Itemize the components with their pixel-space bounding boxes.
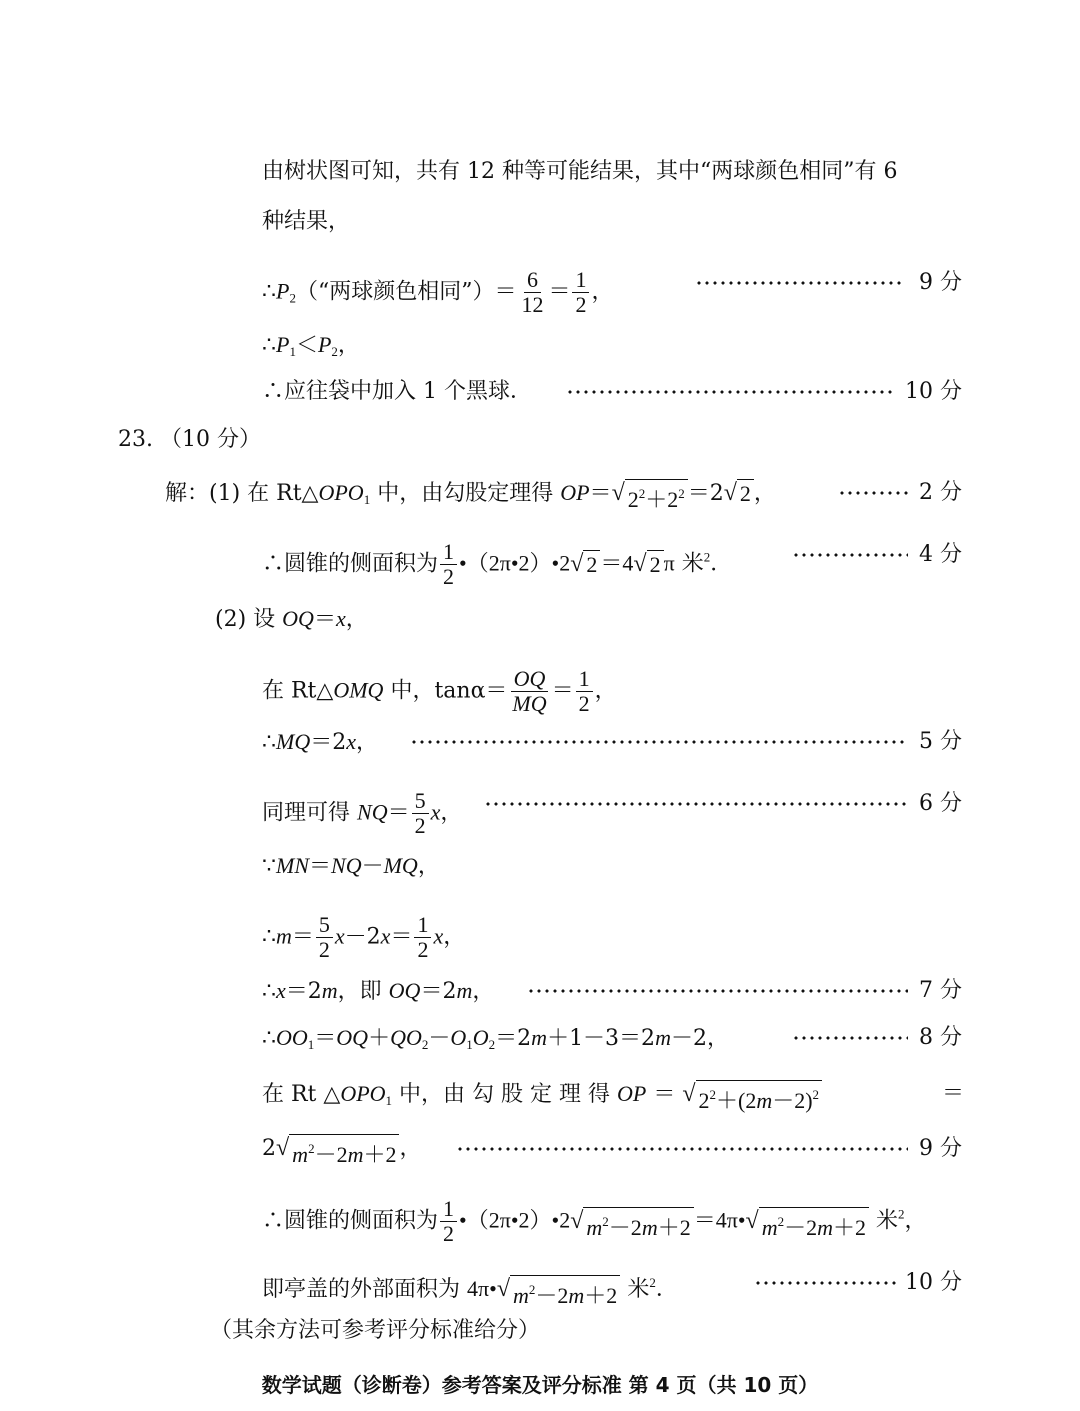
leader-dots bbox=[410, 727, 908, 757]
leader-dots bbox=[792, 540, 908, 570]
equation-compare: $\therefore P_1<P_2$， bbox=[262, 332, 360, 359]
leader-dots bbox=[527, 976, 908, 1006]
equation-p2: $\therefore P_2(“$两球颜色相同”）＝ $\frac{6}{12}$ ＝ $\frac{1}{2}$ ， bbox=[262, 267, 614, 317]
score-label: 9 分 bbox=[919, 270, 962, 295]
leader-dots bbox=[456, 1134, 908, 1164]
leader-dots bbox=[566, 377, 896, 407]
equation-nq: 同理可得 NQ＝ $\frac{5}{2}$ x， bbox=[262, 788, 463, 838]
leader-dots bbox=[754, 1268, 896, 1298]
equation-oq: (2) 设 OQ＝x， bbox=[215, 606, 368, 632]
text-line: 由树状图可知，共有 12 种等可能结果，其中“两球颜色相同”有 6 bbox=[262, 159, 898, 184]
leader-dots bbox=[484, 789, 908, 819]
equation-op-result: 2 √ $m^2-2m+2$ ， bbox=[262, 1135, 422, 1167]
note-text: （其余方法可参考评分标准给分） bbox=[210, 1318, 541, 1343]
equation-x: ∴x＝2m，即 OQ＝2m， bbox=[262, 978, 495, 1004]
score-label: 8 分 bbox=[919, 1025, 962, 1050]
score-label: 10 分 bbox=[905, 1270, 962, 1295]
score-label: 7 分 bbox=[919, 978, 962, 1003]
score-label: 2 分 bbox=[919, 480, 962, 505]
equals-sign: ＝ bbox=[942, 1081, 965, 1106]
equation-oo1: $\therefore OO_1=OQ+QO_2-O_1O_2=2m+1-3=2m-2$， bbox=[262, 1025, 729, 1052]
equation-tan: 在 Rt△OMQ 中，tanα＝ $\frac{OQ}{MQ}$ ＝ $\frac{1}{2}$ ， bbox=[262, 666, 617, 716]
equation-cone-2: ∴圆锥的侧面积为 $\frac{1}{2}$ •（2π•2）•2 √ $m^2-2m+2$ ＝4π• √ $m^2-2m+2$ 米$^2$， bbox=[262, 1196, 927, 1246]
score-label: 4 分 bbox=[919, 542, 962, 567]
leader-dots bbox=[838, 478, 908, 508]
question-number: 23. （10 分） bbox=[118, 427, 261, 452]
score-label: 6 分 bbox=[919, 791, 962, 816]
equation-mn: ∵MN＝NQ－MQ， bbox=[262, 853, 440, 879]
equation-cone-1: ∴圆锥的侧面积为 $\frac{1}{2}$ •（2π•2）•2 √ 2 ＝4 √ 2 π 米$^2$． bbox=[262, 539, 733, 589]
equation-m: ∴m＝ $\frac{5}{2}$ x－2x＝ $\frac{1}{2}$ x， bbox=[262, 912, 466, 962]
text-line: 种结果， bbox=[262, 209, 351, 234]
equation-op: 解：(1) 在 $Rt\triangle OPO_1$ 中，由勾股定理得 OP＝ √ $2^2+2^2$ ＝2 √ 2 ， bbox=[165, 480, 776, 512]
score-label: 5 分 bbox=[919, 729, 962, 754]
text-line: ∴应往袋中加入 1 个黑球． bbox=[262, 379, 532, 404]
leader-dots bbox=[695, 268, 903, 298]
score-label: 9 分 bbox=[919, 1136, 962, 1161]
equation-mq: ∴MQ＝2x， bbox=[262, 729, 378, 755]
score-label: 10 分 bbox=[905, 379, 962, 404]
equation-roof: 即亭盖的外部面积为 4π• √ $m^2-2m+2$ 米$^2$． bbox=[262, 1275, 678, 1308]
page-footer: 数学试题（诊断卷）参考答案及评分标准 第 4 页（共 10 页） bbox=[261, 1373, 819, 1397]
equation-op-2: 在 Rt $\triangle OPO_1$ 中，由 勾 股 定 理 得 OP ＝ √ $2^2+(2m-2)^2$ bbox=[262, 1079, 822, 1116]
leader-dots bbox=[792, 1023, 908, 1053]
